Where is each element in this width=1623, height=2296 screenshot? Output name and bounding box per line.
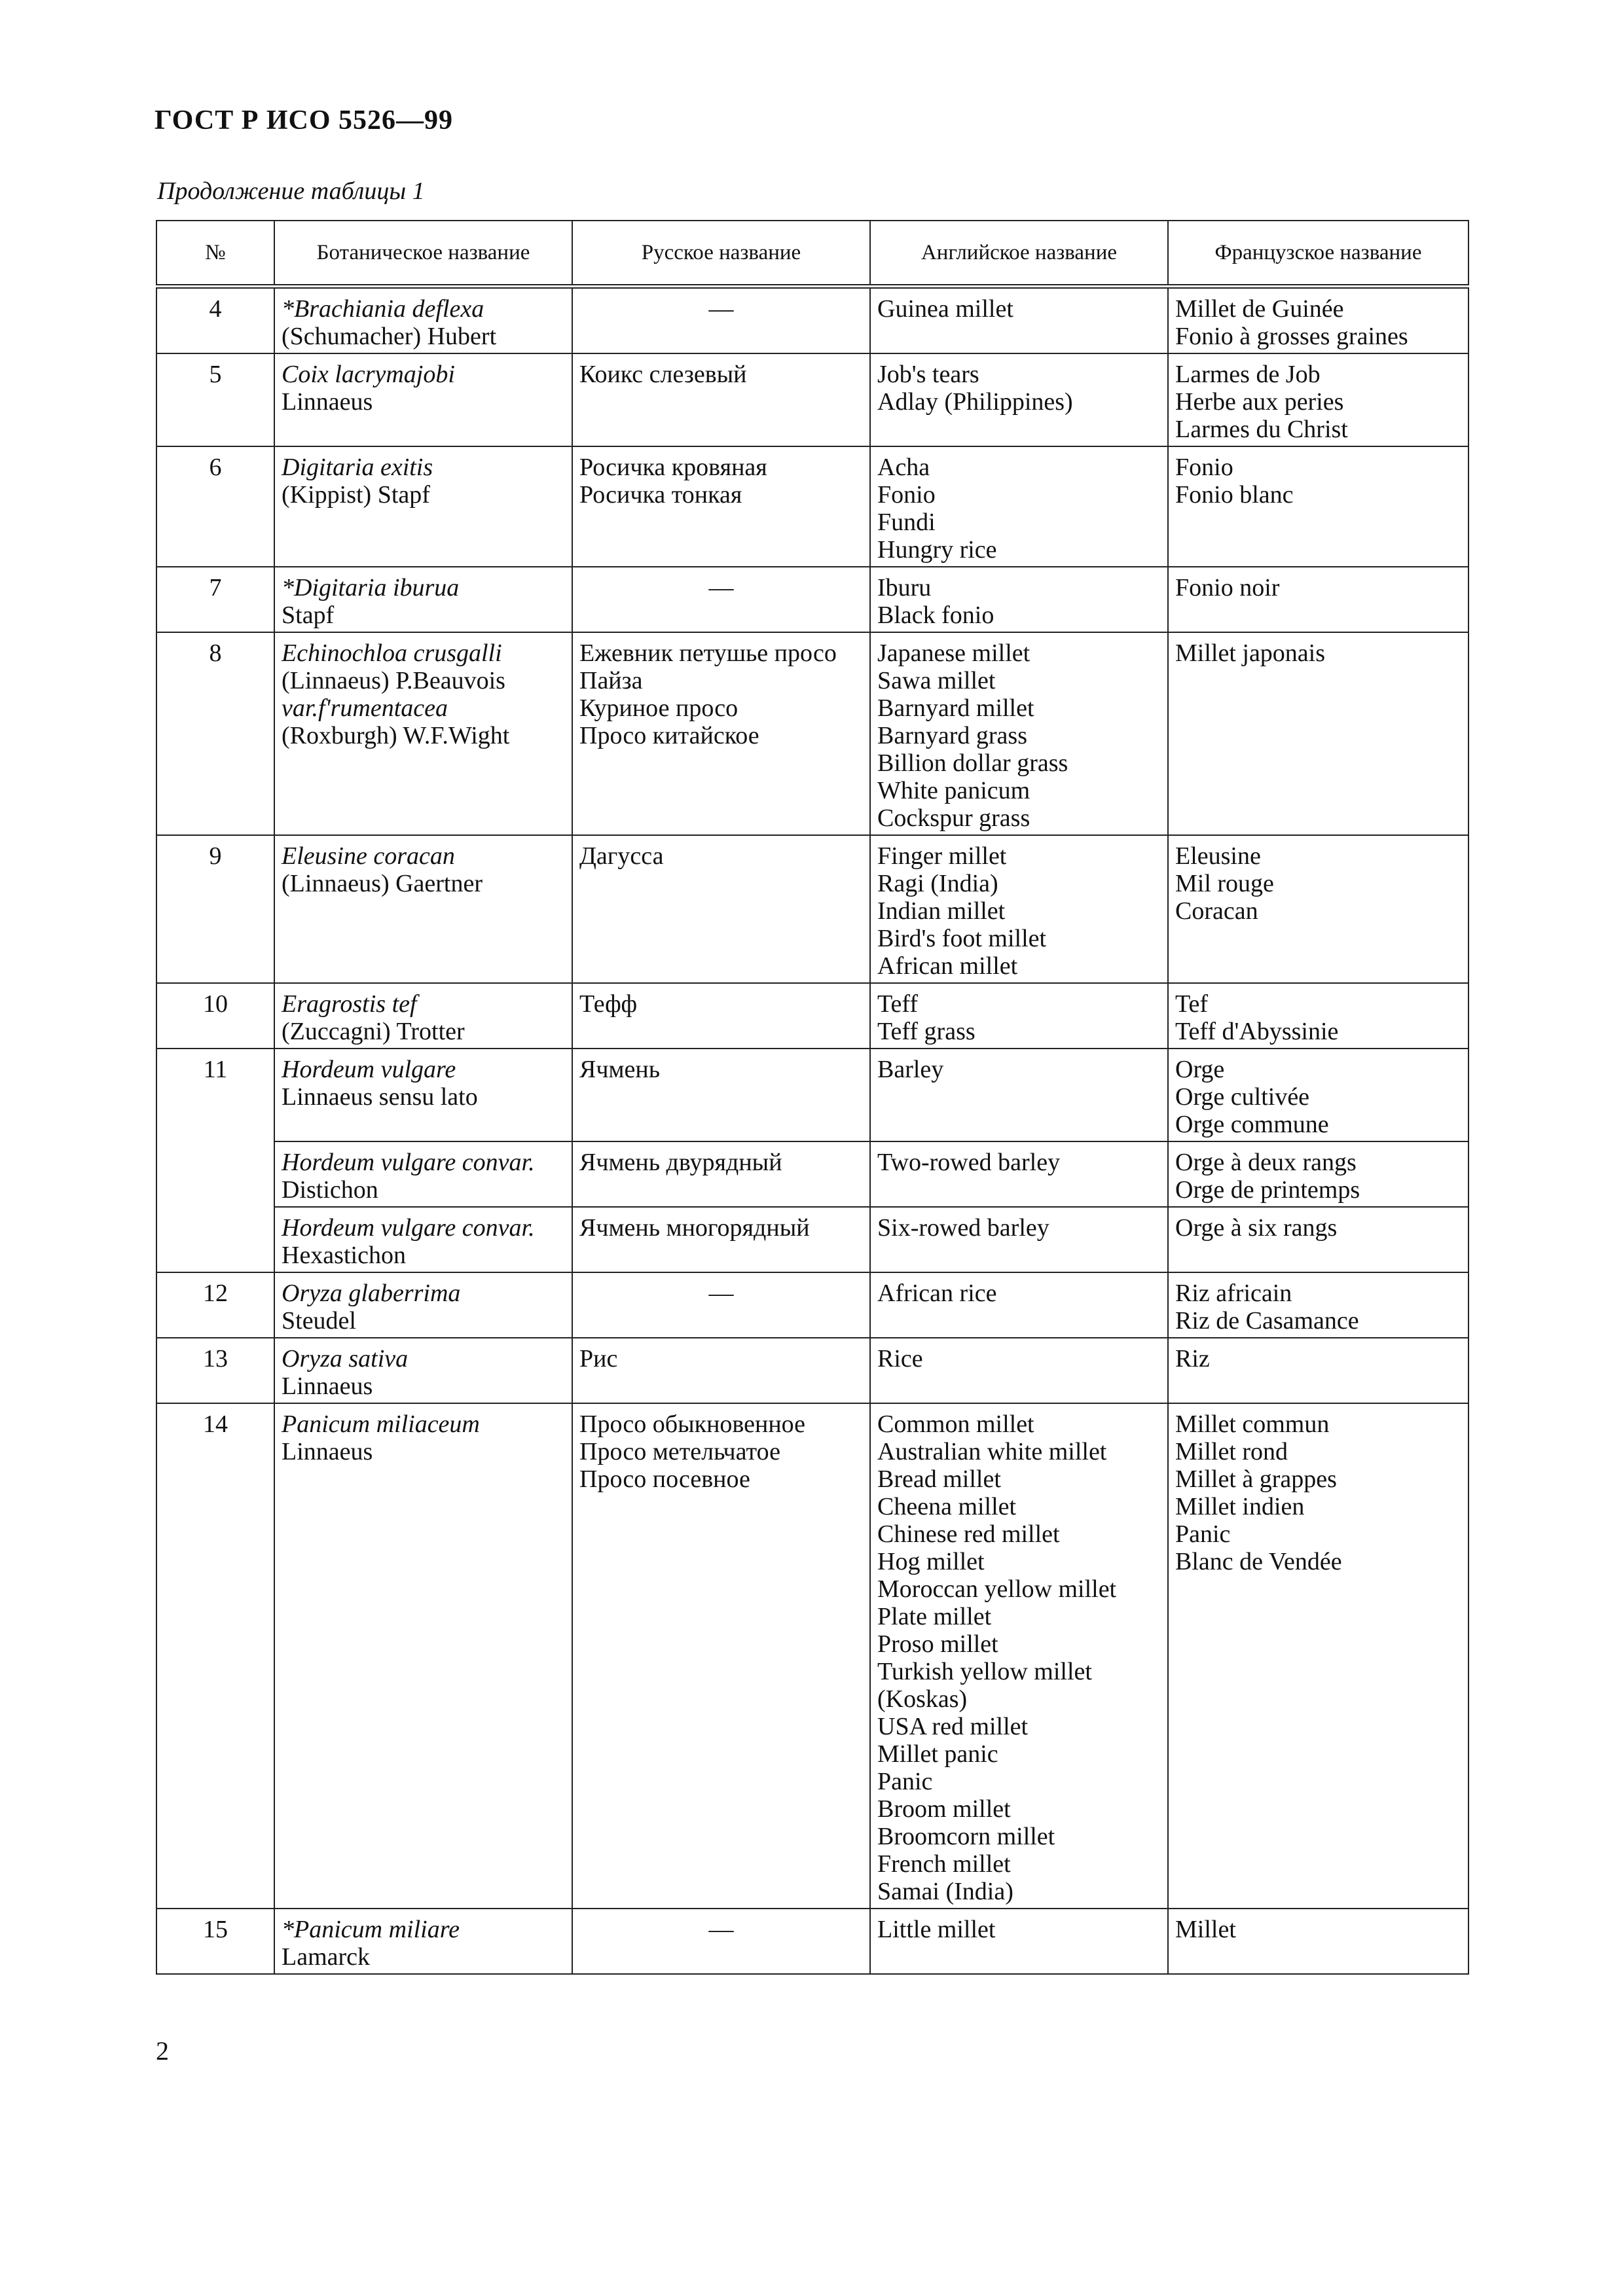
header-french: Французское название	[1168, 221, 1468, 287]
french-name	[1168, 1049, 1468, 1141]
latin-name: *Brachiania deflexa	[282, 295, 484, 323]
botanical-name	[274, 446, 572, 567]
table-row	[156, 1272, 1468, 1338]
botanical-name	[274, 353, 572, 446]
row-number: 15	[156, 1909, 274, 1974]
latin-name: Echinochloa crusgalli	[282, 639, 502, 667]
table-row	[156, 1141, 1468, 1207]
english-name-line: Moroccan yellow millet	[877, 1575, 1117, 1603]
botanical-name	[274, 632, 572, 835]
crop-names-table	[156, 220, 1469, 1975]
author-name: Lamarck	[282, 1943, 371, 1971]
english-name-line: Cockspur grass	[877, 804, 1030, 832]
russian-name	[572, 1272, 870, 1338]
french-name-line: Riz de Casamance	[1175, 1307, 1359, 1335]
english-name	[870, 446, 1168, 567]
english-name	[870, 287, 1168, 354]
english-name-line: Finger millet	[877, 842, 1007, 870]
french-name	[1168, 1909, 1468, 1974]
russian-name	[572, 1049, 870, 1141]
english-name-line: Ragi (India)	[877, 870, 998, 897]
french-name	[1168, 1207, 1468, 1272]
english-name	[870, 983, 1168, 1049]
russian-name	[572, 835, 870, 983]
french-name-line: Blanc de Vendée	[1175, 1548, 1342, 1575]
english-name	[870, 1909, 1168, 1974]
french-name-line: Millet à grappes	[1175, 1465, 1337, 1493]
author-name: Linnaeus sensu lato	[282, 1083, 478, 1111]
russian-name-line: Коикс слезевый	[579, 361, 747, 388]
botanical-name	[274, 983, 572, 1049]
latin-name: Coix lacrymajobi	[282, 361, 455, 388]
english-name-line: Bread millet	[877, 1465, 1001, 1493]
english-name-line: Fonio	[877, 481, 936, 509]
botanical-name	[274, 1338, 572, 1403]
english-name-line: Acha	[877, 454, 930, 481]
russian-name-line: Дагусса	[579, 842, 664, 870]
english-name-line: Teff grass	[877, 1018, 976, 1045]
russian-name-line: Ячмень двурядный	[579, 1149, 782, 1176]
english-name-line: Job's tears	[877, 361, 979, 388]
table-row	[156, 567, 1468, 632]
row-number: 5	[156, 353, 274, 446]
english-name-line: Japanese millet	[877, 639, 1030, 667]
english-name-line: White panicum	[877, 777, 1030, 804]
botanical-name	[274, 567, 572, 632]
botanical-name	[274, 1207, 572, 1272]
french-name-line: Orge	[1175, 1056, 1225, 1083]
french-name-line: Orge à six rangs	[1175, 1214, 1338, 1242]
russian-name-line: —	[708, 1280, 734, 1307]
author-name: Linnaeus	[282, 1372, 373, 1400]
english-name	[870, 567, 1168, 632]
english-name-line: African millet	[877, 952, 1018, 980]
russian-name	[572, 353, 870, 446]
author-name: Linnaeus	[282, 1438, 373, 1465]
french-name-line: Herbe aux peries	[1175, 388, 1344, 416]
author-name: (Roxburgh) W.F.Wight	[282, 722, 510, 749]
russian-name-line: Просо метельчатое	[579, 1438, 780, 1465]
english-name-line: Two-rowed barley	[877, 1149, 1061, 1176]
french-name-line: Fonio à grosses graines	[1175, 323, 1408, 350]
author-name: (Linnaeus) Gaertner	[282, 870, 483, 897]
english-name-line: Proso millet	[877, 1630, 998, 1658]
french-name	[1168, 446, 1468, 567]
document-header: ГОСТ Р ИСО 5526—99	[155, 105, 454, 135]
english-name-line: Teff	[877, 990, 919, 1018]
french-name-line: Coracan	[1175, 897, 1258, 925]
botanical-name	[274, 835, 572, 983]
english-name-line: Six-rowed barley	[877, 1214, 1049, 1242]
english-name-line: Indian millet	[877, 897, 1006, 925]
latin-name: Eragrostis tef	[282, 990, 417, 1018]
russian-name	[572, 1403, 870, 1909]
french-name-line: Millet commun	[1175, 1410, 1330, 1438]
botanical-name	[274, 1141, 572, 1207]
french-name	[1168, 1141, 1468, 1207]
english-name-line: Billion dollar grass	[877, 749, 1068, 777]
table-row	[156, 446, 1468, 567]
french-name-line: Millet japonais	[1175, 639, 1326, 667]
english-name-line: Chinese red millet	[877, 1520, 1060, 1548]
french-name-line: Fonio noir	[1175, 574, 1280, 601]
french-name-line: Larmes de Job	[1175, 361, 1321, 388]
english-name-line: Turkish yellow millet	[877, 1658, 1092, 1685]
russian-name-line: Пайза	[579, 667, 643, 694]
russian-name	[572, 287, 870, 354]
author-name: Steudel	[282, 1307, 356, 1335]
english-name-line: Hungry rice	[877, 536, 997, 564]
english-name	[870, 1141, 1168, 1207]
russian-name	[572, 567, 870, 632]
row-number: 4	[156, 287, 274, 354]
botanical-name	[274, 1272, 572, 1338]
row-number: 12	[156, 1272, 274, 1338]
french-name-line: Orge de printemps	[1175, 1176, 1360, 1204]
latin-name: *Digitaria iburua	[282, 574, 460, 601]
author-name: var.f'rumentacea	[282, 694, 448, 722]
english-name-line: Cheena millet	[877, 1493, 1017, 1520]
english-name-line: Australian white millet	[877, 1438, 1107, 1465]
english-name-line: Rice	[877, 1345, 923, 1372]
table-row	[156, 632, 1468, 835]
botanical-name	[274, 1909, 572, 1974]
botanical-name	[274, 1049, 572, 1141]
english-name-line: Broomcorn millet	[877, 1823, 1055, 1850]
russian-name-line: Тефф	[579, 990, 638, 1018]
russian-name-line: Просо посевное	[579, 1465, 750, 1493]
french-name-line: Panic	[1175, 1520, 1231, 1548]
author-name: Linnaeus	[282, 388, 373, 416]
french-name	[1168, 835, 1468, 983]
english-name-line: Barnyard millet	[877, 694, 1034, 722]
table-row	[156, 983, 1468, 1049]
russian-name	[572, 1207, 870, 1272]
french-name-line: Riz africain	[1175, 1280, 1292, 1307]
russian-name-line: —	[708, 1916, 734, 1943]
french-name	[1168, 1403, 1468, 1909]
french-name-line: Mil rouge	[1175, 870, 1274, 897]
row-number: 14	[156, 1403, 274, 1909]
english-name-line: Common millet	[877, 1410, 1034, 1438]
russian-name	[572, 983, 870, 1049]
row-number: 6	[156, 446, 274, 567]
english-name-line: Barnyard grass	[877, 722, 1027, 749]
french-name	[1168, 353, 1468, 446]
russian-name-line: Ячмень	[579, 1056, 661, 1083]
french-name-line: Larmes du Christ	[1175, 416, 1348, 443]
english-name-line: (Koskas)	[877, 1685, 968, 1713]
latin-name: Eleusine coracan	[282, 842, 455, 870]
english-name	[870, 835, 1168, 983]
russian-name-line: Куриное просо	[579, 694, 739, 722]
french-name-line: Millet	[1175, 1916, 1236, 1943]
french-name-line: Fonio blanc	[1175, 481, 1294, 509]
latin-name: Oryza glaberrima	[282, 1280, 461, 1307]
english-name-line: Hog millet	[877, 1548, 985, 1575]
latin-name: Hordeum vulgare convar.	[282, 1149, 535, 1176]
header-botanical: Ботаническое название	[274, 221, 572, 287]
russian-name	[572, 1141, 870, 1207]
english-name-line: Samai (India)	[877, 1878, 1013, 1905]
botanical-name	[274, 1403, 572, 1909]
table-row	[156, 1403, 1468, 1909]
row-number: 9	[156, 835, 274, 983]
table-row	[156, 1909, 1468, 1974]
french-name	[1168, 1338, 1468, 1403]
russian-name-line: Росичка кровяная	[579, 454, 767, 481]
english-name	[870, 1338, 1168, 1403]
french-name-line: Teff d'Abyssinie	[1175, 1018, 1339, 1045]
french-name-line: Millet rond	[1175, 1438, 1288, 1465]
author-name: Hexastichon	[282, 1242, 406, 1269]
french-name	[1168, 1272, 1468, 1338]
table-row	[156, 353, 1468, 446]
english-name-line: French millet	[877, 1850, 1011, 1878]
english-name-line: Black fonio	[877, 601, 994, 629]
row-number: 7	[156, 567, 274, 632]
russian-name-line: Просо китайское	[579, 722, 759, 749]
french-name-line: Millet indien	[1175, 1493, 1305, 1520]
french-name-line: Orge commune	[1175, 1111, 1329, 1138]
latin-name: *Panicum miliare	[282, 1916, 460, 1943]
russian-name	[572, 1909, 870, 1974]
english-name-line: USA red millet	[877, 1713, 1029, 1740]
latin-name: Oryza sativa	[282, 1345, 409, 1372]
table-row	[156, 287, 1468, 354]
french-name	[1168, 567, 1468, 632]
english-name-line: Plate millet	[877, 1603, 992, 1630]
french-name-line: Orge à deux rangs	[1175, 1149, 1357, 1176]
table-caption: Продолжение таблицы 1	[157, 177, 425, 205]
latin-name: Hordeum vulgare convar.	[282, 1214, 535, 1242]
english-name-line: Iburu	[877, 574, 932, 601]
english-name	[870, 1049, 1168, 1141]
table-row	[156, 835, 1468, 983]
french-name-line: Orge cultivée	[1175, 1083, 1310, 1111]
russian-name-line: Рис	[579, 1345, 618, 1372]
english-name-line: Adlay (Philippines)	[877, 388, 1073, 416]
row-number: 8	[156, 632, 274, 835]
header-english: Английское название	[870, 221, 1168, 287]
header-number: №	[156, 221, 274, 287]
row-number: 10	[156, 983, 274, 1049]
russian-name-line: Ячмень многорядный	[579, 1214, 810, 1242]
french-name	[1168, 632, 1468, 835]
french-name-line: Tef	[1175, 990, 1209, 1018]
russian-name-line: Росичка тонкая	[579, 481, 742, 509]
russian-name-line: —	[708, 574, 734, 601]
english-name	[870, 353, 1168, 446]
russian-name	[572, 446, 870, 567]
french-name-line: Millet de Guinée	[1175, 295, 1344, 323]
russian-name	[572, 632, 870, 835]
english-name-line: Guinea millet	[877, 295, 1013, 323]
table-header-row	[156, 221, 1468, 287]
french-name-line: Fonio	[1175, 454, 1233, 481]
author-name: Stapf	[282, 601, 335, 629]
table-body	[156, 287, 1468, 1975]
row-number: 13	[156, 1338, 274, 1403]
english-name-line: Sawa millet	[877, 667, 996, 694]
english-name-line: Broom millet	[877, 1795, 1011, 1823]
french-name	[1168, 287, 1468, 354]
botanical-name	[274, 287, 572, 354]
table-row	[156, 1049, 1468, 1141]
latin-name: Panicum miliaceum	[282, 1410, 480, 1438]
english-name	[870, 1403, 1168, 1909]
french-name-line: Eleusine	[1175, 842, 1261, 870]
english-name-line: Little millet	[877, 1916, 996, 1943]
english-name	[870, 1207, 1168, 1272]
table-row	[156, 1338, 1468, 1403]
english-name-line: Panic	[877, 1768, 933, 1795]
english-name	[870, 632, 1168, 835]
english-name-line: Bird's foot millet	[877, 925, 1047, 952]
table-row	[156, 1207, 1468, 1272]
english-name-line: Millet panic	[877, 1740, 998, 1768]
row-number: 11	[156, 1049, 274, 1272]
author-name: (Zuccagni) Trotter	[282, 1018, 465, 1045]
page-number: 2	[156, 2036, 169, 2066]
english-name-line: African rice	[877, 1280, 997, 1307]
english-name	[870, 1272, 1168, 1338]
author-name: (Schumacher) Hubert	[282, 323, 497, 350]
english-name-line: Barley	[877, 1056, 944, 1083]
latin-name: Digitaria exitis	[282, 454, 433, 481]
author-name: Distichon	[282, 1176, 378, 1204]
english-name-line: Fundi	[877, 509, 936, 536]
french-name	[1168, 983, 1468, 1049]
latin-name: Hordeum vulgare	[282, 1056, 456, 1083]
french-name-line: Riz	[1175, 1345, 1210, 1372]
russian-name-line: Просо обыкновенное	[579, 1410, 806, 1438]
russian-name	[572, 1338, 870, 1403]
author-name: (Linnaeus) P.Beauvois	[282, 667, 505, 694]
author-name: (Kippist) Stapf	[282, 481, 430, 509]
header-russian: Русское название	[572, 221, 870, 287]
russian-name-line: Ежевник петушье просо	[579, 639, 837, 667]
russian-name-line: —	[708, 295, 734, 323]
